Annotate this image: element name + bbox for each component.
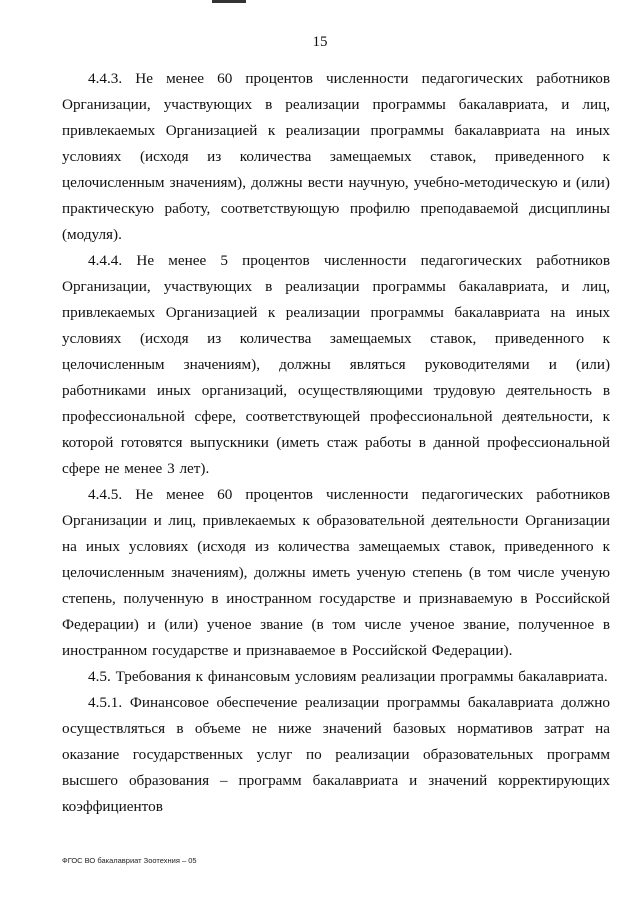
paragraph-4-5: 4.5. Требования к финансовым условиям реализации программы бакалавриата.	[88, 668, 608, 685]
paragraph-4-5-1: 4.5.1. Финансовое обеспечение реализации программы бакалавриата должно осуществляться в объеме не ниже значений базовых нормативов затрат на оказание государственных услуг по реализации образовательных программ высшего образования – программ бакалавриата и значений корректирующих коэффициентов	[62, 694, 610, 815]
document-body	[62, 66, 610, 820]
paragraph-4-4-5: 4.4.5. Не менее 60 процентов численности педагогических работников Организации и лиц, привлекаемых к образовательной деятельности Организации на иных условиях (исходя из количества замещаемых ставок, приведенного к целочисленным значениям), должны иметь ученую степень (в том числе ученую степень, полученную в иностранном государстве и признаваемую в Российской Федерации) и (или) ученое звание (в том числе ученое звание, полученное в иностранном государстве и признаваемое в Российской Федерации).	[62, 486, 610, 659]
scan-mark	[212, 0, 246, 3]
paragraph-4-4-4: 4.4.4. Не менее 5 процентов численности педагогических работников Организации, участвующих в реализации программы бакалавриата, и лиц, привлекаемых Организацией к реализации программы бакалавриата на иных условиях (исходя из количества замещаемых ставок, приведенного к целочисленным значениям), должны являться руководителями и (или) работниками иных организаций, осуществляющими трудовую деятельность в профессиональной сфере, соответствующей профессиональной деятельности, к которой готовятся выпускники (иметь стаж работы в данной профессиональной сфере не менее 3 лет).	[62, 252, 610, 477]
paragraph-4-4-3: 4.4.3. Не менее 60 процентов численности педагогических работников Организации, участвующих в реализации программы бакалавриата, и лиц, привлекаемых Организацией к реализации программы бакалавриата на иных условиях (исходя из количества замещаемых ставок, приведенного к целочисленным значениям), должны вести научную, учебно-методическую и (или) практическую работу, соответствующую профилю преподаваемой дисциплины (модуля).	[62, 70, 610, 243]
page-number: 15	[312, 34, 328, 50]
page-footer: ФГОС ВО бакалавриат Зоотехния – 05	[62, 856, 197, 865]
